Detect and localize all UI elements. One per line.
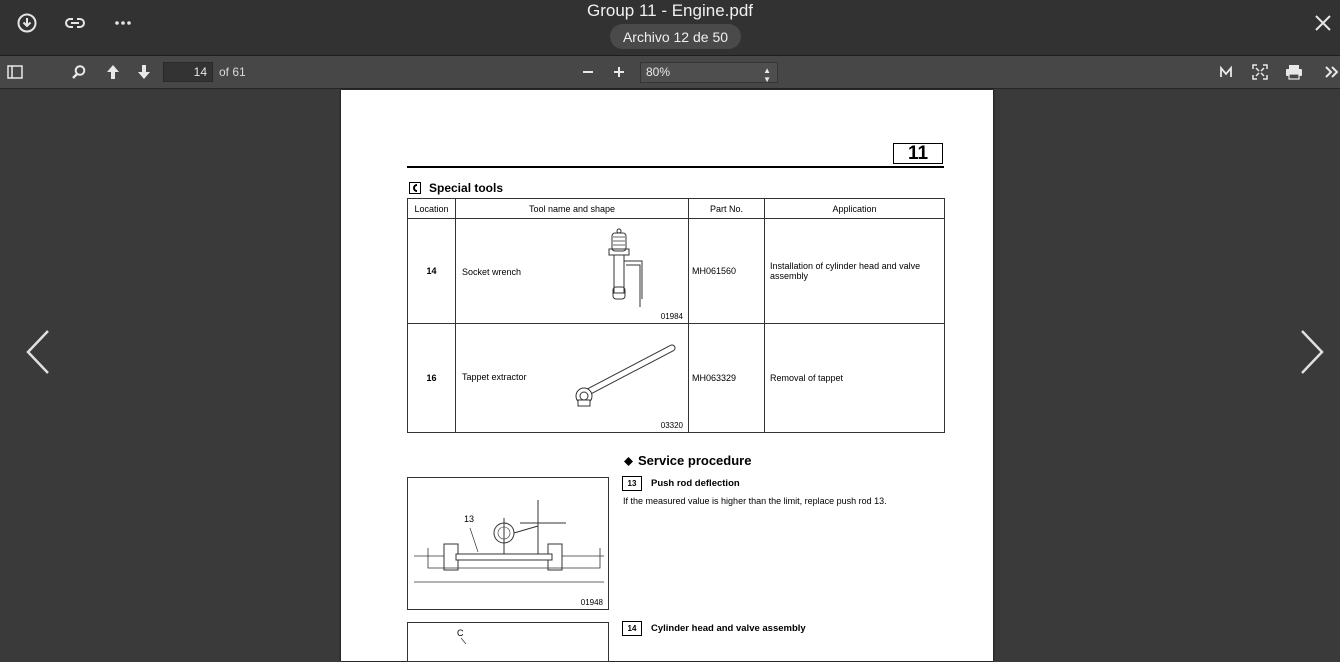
push-rod-deflection-illustration [408, 478, 608, 609]
figure-number: 03320 [660, 421, 683, 430]
tools-menu-icon[interactable] [1322, 62, 1340, 82]
previous-file-arrow-icon[interactable] [24, 329, 54, 375]
table-row [408, 219, 945, 324]
figure-callout: C [457, 628, 464, 638]
diamond-bullet-icon [624, 457, 633, 466]
column-header: Part No. [689, 199, 765, 219]
zoom-value: 80% [646, 65, 671, 79]
part-no-cell: MH061560 [689, 219, 765, 324]
tool-cell [456, 219, 689, 324]
application-cell: Removal of tappet [765, 324, 945, 433]
step-title: Push rod deflection [651, 478, 740, 489]
tool-name: Tappet extractor [462, 372, 527, 382]
pdf-toolbar [0, 55, 1340, 89]
table-header-row [408, 199, 945, 219]
zoom-out-icon[interactable] [578, 62, 598, 82]
tool-cell [456, 324, 689, 433]
column-header: Tool name and shape [456, 199, 689, 219]
presentation-mode-icon[interactable] [1216, 62, 1236, 82]
tool-name: Socket wrench [462, 267, 522, 277]
page-count-label: of 61 [219, 65, 246, 79]
service-procedure-title: Service procedure [638, 453, 752, 468]
special-tools-title: Special tools [429, 181, 504, 195]
figure-callout: 13 [464, 514, 475, 524]
previous-page-icon[interactable] [103, 62, 123, 82]
part-no-cell: MH063329 [689, 324, 765, 433]
section-number: 11 [893, 143, 943, 164]
search-icon[interactable] [69, 62, 89, 82]
document-viewer[interactable] [0, 89, 1340, 642]
push-rod-figure [407, 477, 609, 610]
pdf-page [341, 90, 993, 661]
print-icon[interactable] [1284, 62, 1304, 82]
socket-wrench-illustration [604, 227, 664, 317]
fullscreen-icon[interactable] [1250, 62, 1270, 82]
page-number-input[interactable]: 14 [163, 62, 213, 82]
step-description: If the measured value is higher than the limit, replace push rod 13. [623, 496, 887, 506]
file-counter-badge: Archivo 12 de 50 [610, 24, 741, 49]
zoom-select[interactable] [640, 62, 778, 83]
step-number-box: 14 [622, 621, 642, 636]
application-cell: Installation of cylinder head and valve assembly [765, 219, 945, 324]
cylinder-head-figure [407, 622, 609, 662]
location-cell: 16 [408, 324, 456, 433]
header-rule [407, 166, 944, 168]
next-file-arrow-icon[interactable] [1296, 329, 1326, 375]
location-cell: 14 [408, 219, 456, 324]
figure-number: 01984 [660, 312, 683, 321]
chevron-updown-icon: ▲ ▼ [763, 66, 771, 84]
tappet-extractor-illustration [570, 342, 680, 414]
sidebar-toggle-icon[interactable] [5, 62, 25, 82]
cylinder-head-illustration [460, 637, 470, 645]
next-page-icon[interactable] [134, 62, 154, 82]
step-number-box: 13 [622, 476, 642, 491]
figure-number: 01948 [580, 598, 603, 607]
column-header: Application [765, 199, 945, 219]
zoom-in-icon[interactable] [609, 62, 629, 82]
column-header: Location [408, 199, 456, 219]
table-row [408, 324, 945, 433]
special-tools-table [407, 198, 945, 433]
document-title: Group 11 - Engine.pdf [586, 1, 753, 20]
wrench-icon [409, 182, 421, 194]
viewer-header [0, 0, 1340, 55]
step-title: Cylinder head and valve assembly [651, 623, 806, 634]
close-icon[interactable] [1310, 10, 1336, 36]
